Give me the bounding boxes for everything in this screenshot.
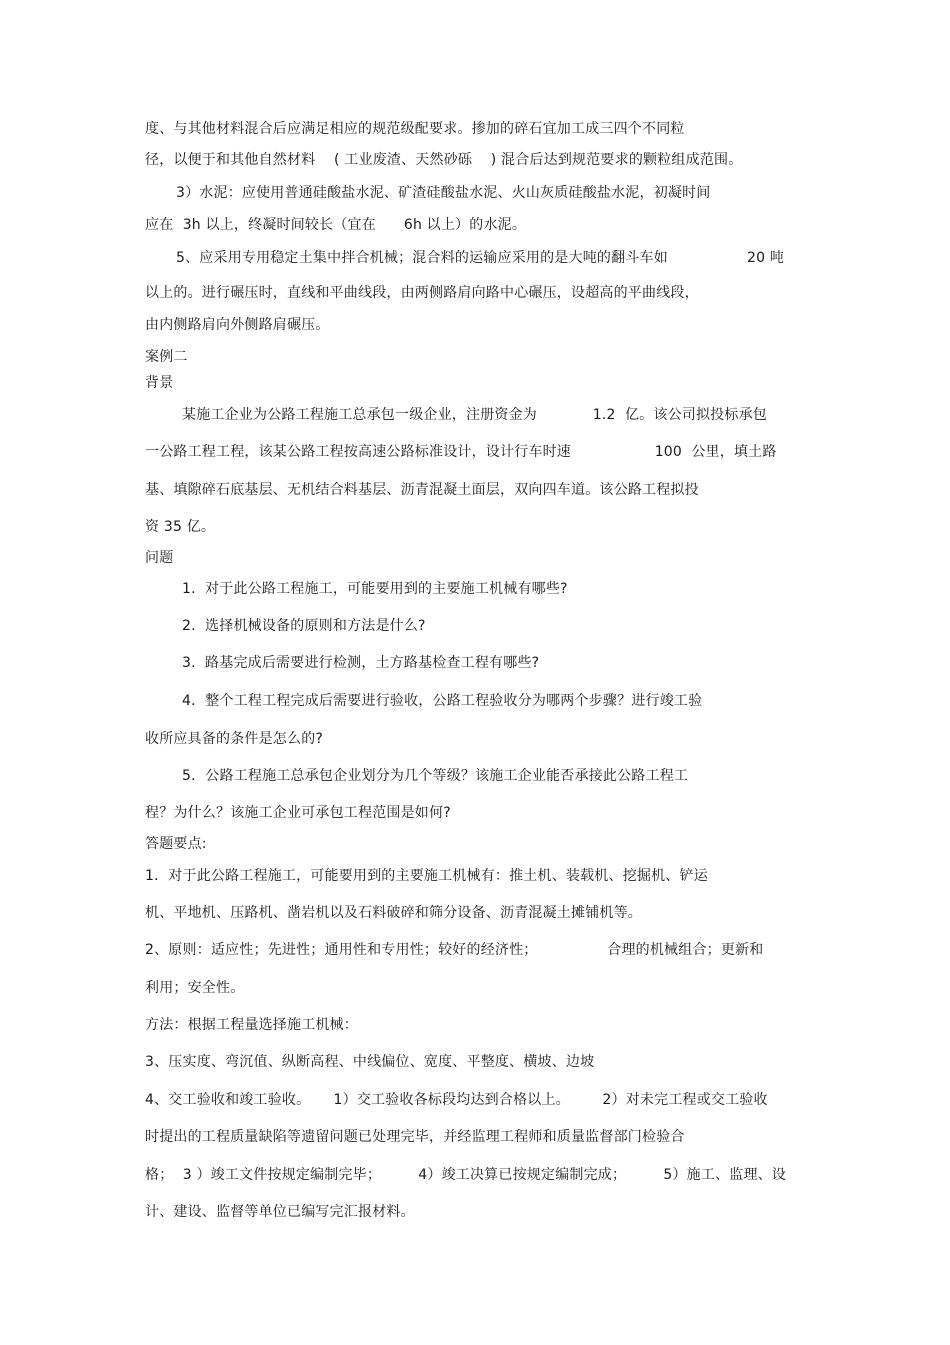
text-line: 径，以便于和其他自然材料 ( 工业废渣、天然砂砾 ) 混合后达到规范要求的颗粒组成范围。 [145,152,743,168]
question-item: 4．整个工程工程完成后需要进行验收，公路工程验收分为哪两个步骤？进行竣工验 [182,693,703,709]
text-line: 收所应具备的条件是怎么的? [145,731,324,747]
question-item: 2. 选择机械设备的原则和方法是什么? [182,618,426,634]
question-item: 3. 路基完成后需要进行检测，土方路基检查工程有哪些? [182,655,540,671]
section-heading: 案例二 [145,349,188,365]
section-heading: 背景 [145,375,174,391]
section-heading: 问题 [145,550,174,566]
section-heading: 答题要点: [145,836,207,852]
text-line: 以上的。进行碾压时，直线和平曲线段，由两侧路肩向路中心碾压，设超高的平曲线段， [145,285,699,301]
text-line: 机、平地机、压路机、凿岩机以及石料破碎和筛分设备、沥青混凝土摊铺机等。 [145,905,642,921]
text-line: 应在 3h 以上，终凝时间较长（宜在 6h 以上）的水泥。 [145,217,527,233]
text-line: 程？为什么？该施工企业可承包工程范围是如何? [145,805,451,821]
text-line: 格； 3 ）竣工文件按规定编制完毕； 4）竣工决算已按规定编制完成； 5）施工、监理、设 [145,1167,787,1183]
text-line: 5、应采用专用稳定土集中拌合机械；混合料的运输应采用的是大吨的翻斗车如 20 吨 [176,250,785,266]
text-line: 计、建设、监督等单位已编写完汇报材料。 [145,1204,415,1220]
text-line: 3）水泥：应使用普通硅酸盐水泥、矿渣硅酸盐水泥、火山灰质硅酸盐水泥，初凝时间 [176,185,711,201]
text-line: 资 35 亿。 [145,519,216,535]
text-line: 基、填隙碎石底基层、无机结合料基层、沥青混凝土面层，双向四车道。该公路工程拟投 [145,482,699,498]
text-line: 利用；安全性。 [145,980,245,996]
text-line: 一公路工程工程，该某公路工程按高速公路标准设计，设计行车时速 100 公里，填土路 [145,444,777,460]
answer-item: 1．对于此公路工程施工，可能要用到的主要施工机械有：推土机、装载机、挖掘机、铲运 [145,868,708,884]
text-line: 方法：根据工程量选择施工机械： [145,1017,358,1033]
text-line: 某施工企业为公路工程施工总承包一级企业，注册资金为 1.2 亿。该公司拟投标承包 [182,407,767,423]
text-line: 由内侧路肩向外侧路肩碾压。 [145,317,330,333]
text-line: 时提出的工程质量缺陷等遗留问题已处理完毕，并经监理工程师和质量监督部门检验合 [145,1129,685,1145]
text-line: 度、与其他材料混合后应满足相应的规范级配要求。掺加的碎石宜加工成三四个不同粒 [145,121,685,137]
answer-item: 4、交工验收和竣工验收。 1）交工验收各标段均达到合格以上。 2）对未完工程或交工验收 [145,1092,768,1108]
answer-item: 3、压实度、弯沉值、纵断高程、中线偏位、宽度、平整度、横坡、边坡 [145,1054,595,1070]
question-item: 5．公路工程施工总承包企业划分为几个等级？该施工企业能否承接此公路工程工 [182,768,689,784]
answer-item: 2、原则：适应性；先进性；通用性和专用性；较好的经济性； 合理的机械组合；更新和 [145,942,764,958]
question-item: 1. 对于此公路工程施工，可能要用到的主要施工机械有哪些? [182,581,568,597]
